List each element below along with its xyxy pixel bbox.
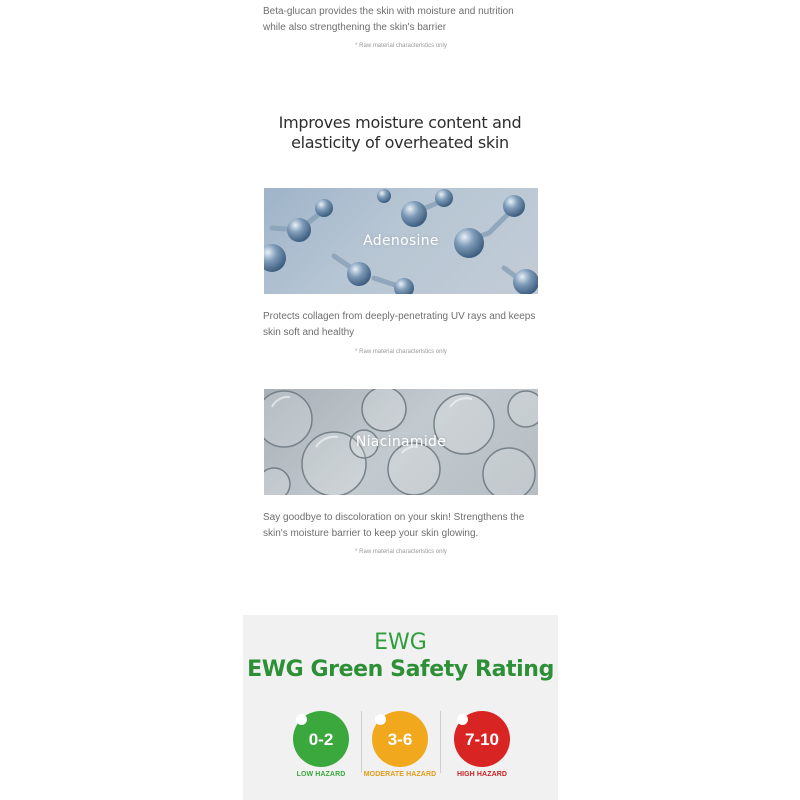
high-hazard-label: HIGH HAZARD <box>456 771 508 778</box>
low-hazard-badge <box>293 711 349 767</box>
beta-glucan-description: Beta-glucan provides the skin with moisture and nutrition while also strengthening the skin's barrier <box>263 6 514 33</box>
heading-line-1: Improves moisture content and <box>278 113 522 132</box>
niacinamide-label: Niacinamide <box>355 434 447 450</box>
moderate-hazard-range: 3-6 <box>387 730 413 749</box>
beta-glucan-note: * Raw material characteristics only <box>355 43 447 49</box>
low-hazard-range: 0-2 <box>308 730 334 749</box>
section-heading <box>200 113 600 153</box>
ewg-title: EWG Green Safety Rating <box>247 657 554 682</box>
divider <box>440 711 441 773</box>
moderate-hazard-label: MODERATE HAZARD <box>363 771 437 778</box>
low-hazard-label: LOW HAZARD <box>296 771 346 778</box>
ewg-rating-panel <box>243 615 558 800</box>
heading-line-2: elasticity of overheated skin <box>291 133 509 152</box>
high-hazard-badge <box>454 711 510 767</box>
niacinamide-description: Say goodbye to discoloration on your skin! Strengthens the skin's moisture barrier to keep your skin glowing. <box>263 512 525 539</box>
ewg-small-title: EWG <box>374 630 427 655</box>
adenosine-label: Adenosine <box>363 233 439 249</box>
leaf-icon <box>375 714 386 725</box>
divider <box>361 711 362 773</box>
leaf-icon <box>296 714 307 725</box>
niacinamide-note: * Raw material characteristics only <box>355 549 447 555</box>
moderate-hazard-badge <box>372 711 428 767</box>
leaf-icon <box>457 714 468 725</box>
adenosine-description: Protects collagen from deeply-penetrating UV rays and keeps skin soft and healthy <box>263 311 536 338</box>
adenosine-image-card <box>264 188 538 294</box>
niacinamide-image-card <box>264 389 538 495</box>
adenosine-note: * Raw material characteristics only <box>355 349 447 355</box>
high-hazard-range: 7-10 <box>464 730 500 749</box>
